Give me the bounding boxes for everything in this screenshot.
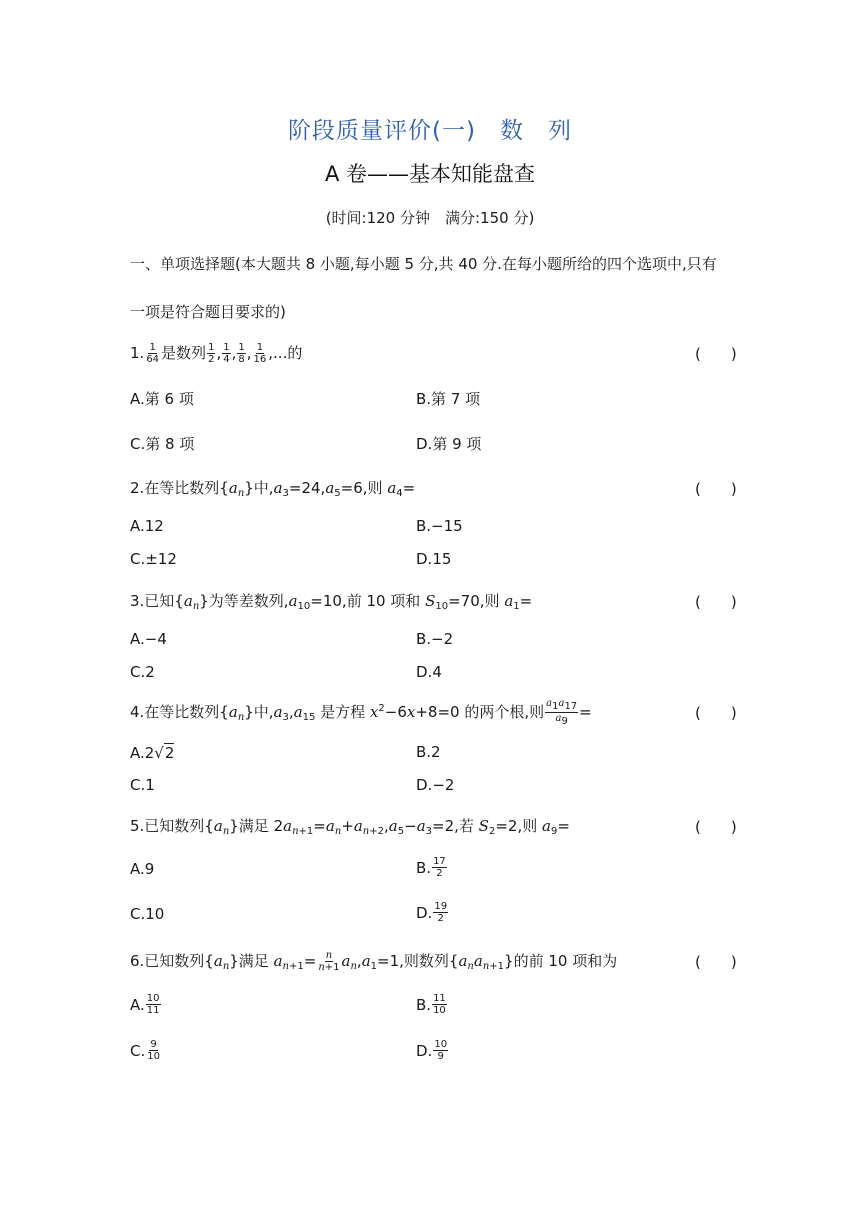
- question-1: [130, 341, 735, 365]
- q5-option-a[interactable]: A.9: [130, 860, 155, 878]
- page-subtitle: A 卷——基本知能盘查: [324, 162, 536, 186]
- q4-option-a[interactable]: A.2√ 2: [130, 743, 175, 762]
- answer-blank[interactable]: ( ): [695, 479, 737, 498]
- q3-option-c[interactable]: C.2: [130, 663, 155, 681]
- q4-option-c[interactable]: C.1: [130, 776, 155, 794]
- question-2-stem: 2.在等比数列$\{a_n\}$中$,a_3=24,a_5=6$,则 $a_4=$: [130, 479, 416, 499]
- question-5: [130, 814, 735, 838]
- answer-blank[interactable]: ( ): [695, 703, 737, 722]
- section-line-2: 一项是符合题目要求的): [130, 303, 286, 321]
- question-6: [130, 949, 735, 973]
- question-1-stem: 1. $\frac{1}{64}$ 是数列 $\frac{1}{2}$ , $\frac{1}{4}$ , $\frac{1}{8}$ , $\frac{1}{16}$ ,...的: [130, 341, 303, 365]
- question-3-stem: 3.已知$\{a_n\}$为等差数列$,a_{10}=10$,前 10 项和 $S_{10}=70$,则 $a_1=$: [130, 592, 533, 612]
- section-heading: [130, 240, 740, 336]
- question-6-stem: 6.已知数列$\{a_n\}$满足 $a_{n+1}=$ $\frac{n}{n+1}$ $a_n,a_1=1$,则数列$\{a_na_{n+1}\}$的前 10 项和为: [130, 949, 618, 973]
- q1-option-c[interactable]: C.第 8 项: [130, 435, 195, 453]
- fraction-1-64: $\frac{1}{64}$: [146, 341, 160, 365]
- fraction-a1a17-a9: $\frac{a_1a_{17}}{a_9}$: [546, 697, 578, 727]
- q1-option-b[interactable]: B.第 7 项: [416, 390, 481, 408]
- q2-option-b[interactable]: B.−15: [416, 517, 463, 535]
- q4-option-d[interactable]: D.−2: [416, 776, 455, 794]
- question-2: [130, 476, 735, 500]
- question-3: [130, 589, 735, 613]
- time-info: (时间:120 分钟 满分:150 分): [325, 209, 535, 227]
- page-title: 阶段质量评价(一) 数 列: [288, 118, 572, 144]
- q2-option-c[interactable]: C.±12: [130, 550, 177, 568]
- q6-option-d[interactable]: D. $\frac{10}{9}$: [416, 1039, 448, 1062]
- section-line-1: 一、单项选择题(本大题共 8 小题,每小题 5 分,共 40 分.在每小题所给的四个选项中,只有: [130, 255, 717, 273]
- q5-option-d[interactable]: D. $\frac{19}{2}$: [416, 901, 448, 924]
- q2-option-d[interactable]: D.15: [416, 550, 452, 568]
- q1-option-a[interactable]: A.第 6 项: [130, 390, 194, 408]
- question-5-stem: 5.已知数列$\{a_n\}$满足 $2a_{n+1}=a_n+a_{n+2},a_5-a_3=2$,若 $S_2=2$,则 $a_9=$: [130, 817, 570, 837]
- q4-option-b[interactable]: B.2: [416, 743, 441, 761]
- answer-blank[interactable]: ( ): [695, 344, 737, 363]
- q6-option-a[interactable]: A. $\frac{10}{11}$: [130, 993, 160, 1016]
- q3-option-b[interactable]: B.−2: [416, 630, 454, 648]
- question-4-stem: 4.在等比数列$\{a_n\}$中$,a_3,a_{15}$ 是方程 $x^2-6x+8=0$ 的两个根,则 $\frac{a_1a_{17}}{a_9}$ =: [130, 697, 592, 727]
- answer-blank[interactable]: ( ): [695, 952, 737, 971]
- q6-option-c[interactable]: C. $\frac{9}{10}$: [130, 1039, 160, 1062]
- q2-option-a[interactable]: A.12: [130, 517, 164, 535]
- q3-option-a[interactable]: A.−4: [130, 630, 167, 648]
- question-4: [130, 697, 737, 727]
- q3-option-d[interactable]: D.4: [416, 663, 442, 681]
- answer-blank[interactable]: ( ): [695, 817, 737, 836]
- fraction-n-n1: $\frac{n}{n+1}$: [318, 949, 340, 973]
- q5-option-b[interactable]: B. $\frac{17}{2}$: [416, 856, 446, 879]
- q5-option-c[interactable]: C.10: [130, 905, 165, 923]
- q6-option-b[interactable]: B. $\frac{11}{10}$: [416, 993, 446, 1016]
- answer-blank[interactable]: ( ): [695, 592, 737, 611]
- q1-option-d[interactable]: D.第 9 项: [416, 435, 482, 453]
